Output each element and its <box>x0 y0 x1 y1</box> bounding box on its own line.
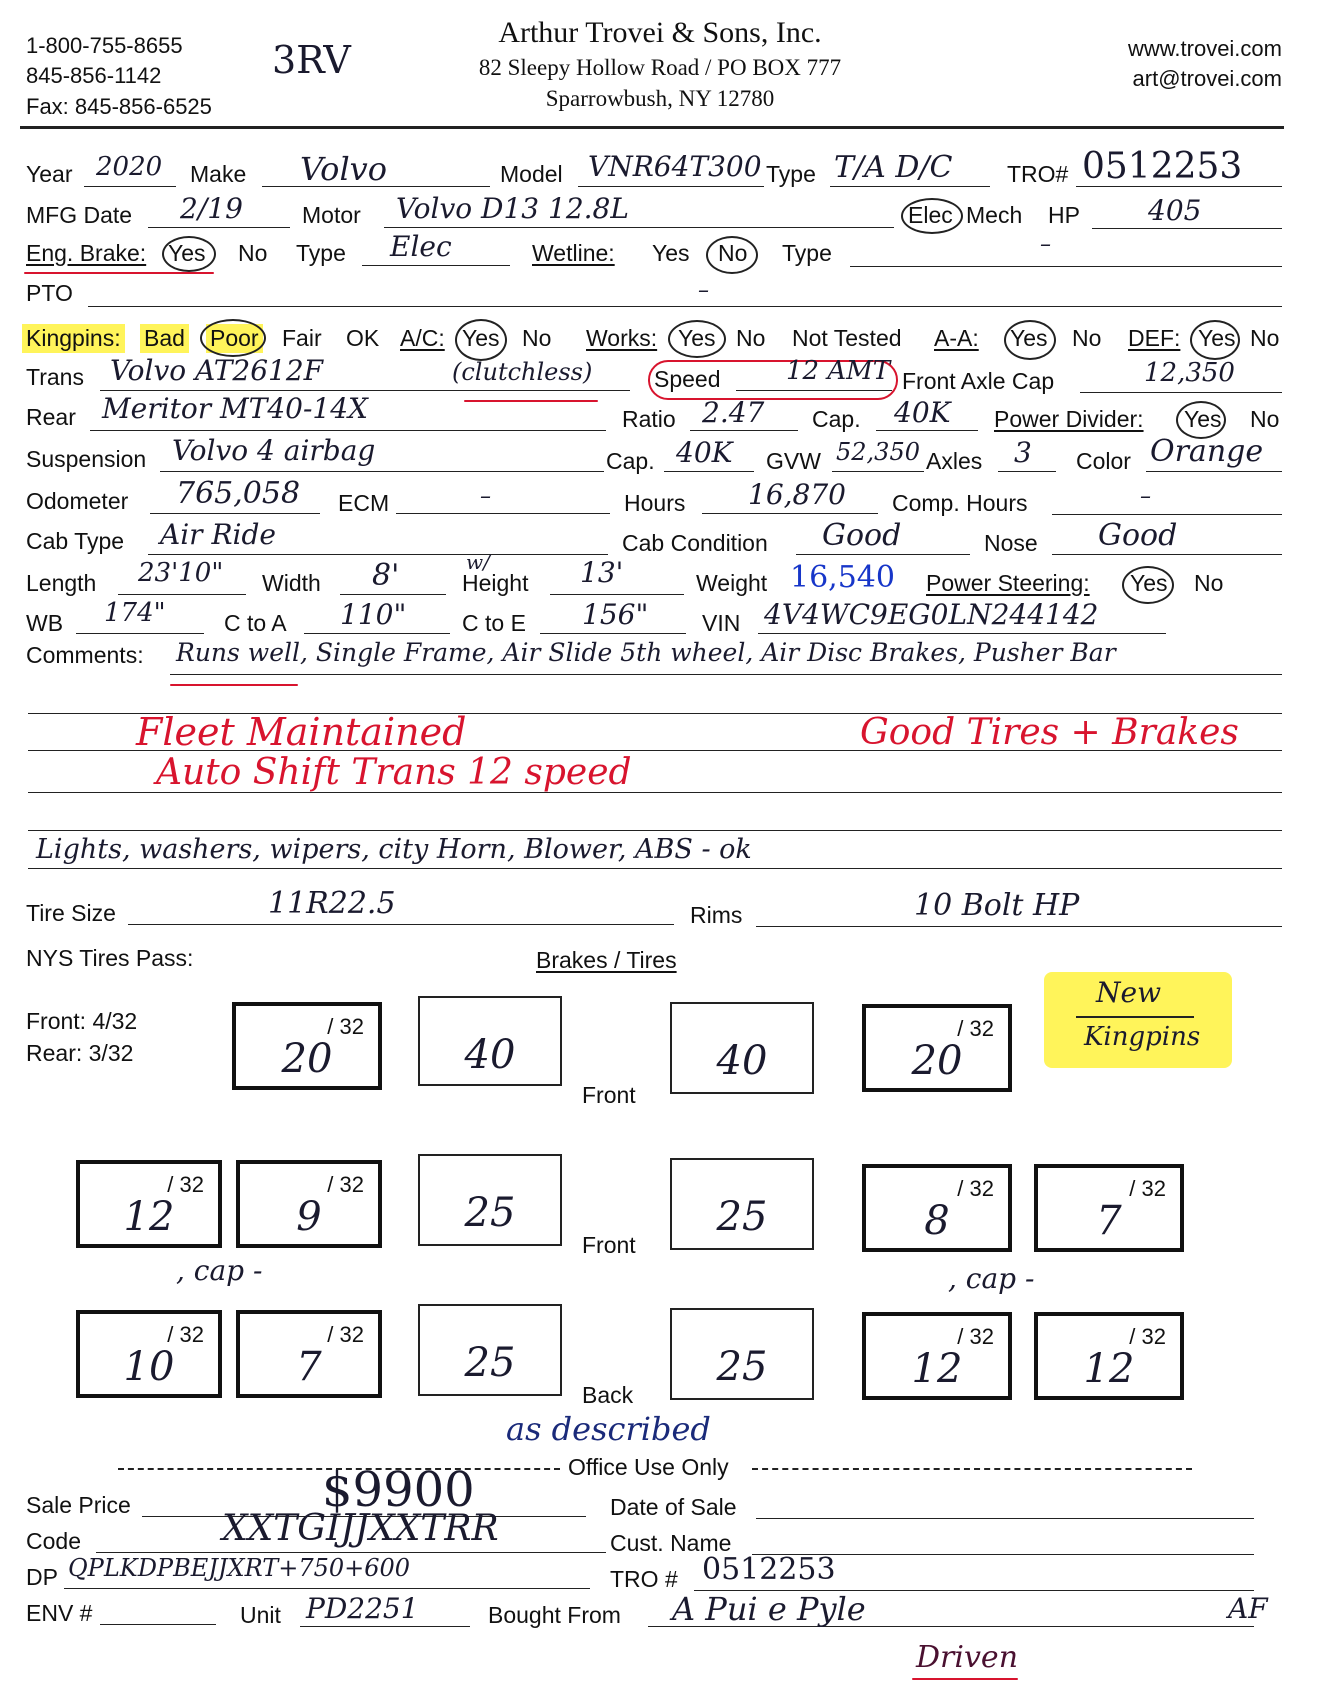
handwritten-note: 3RV <box>272 38 351 82</box>
eng-brake-label: Eng. Brake: <box>26 240 147 266</box>
power-divider-yes: Yes <box>1184 406 1222 432</box>
def-no: No <box>1250 325 1280 351</box>
motor-value: Volvo D13 12.8L <box>396 192 629 225</box>
tire-drive-front-right-outer: / 32 7 <box>1034 1164 1184 1252</box>
suspension-label: Suspension <box>26 446 147 472</box>
ratio-value: 2.47 <box>702 396 765 429</box>
phone-2: 845-856-1142 <box>26 63 162 88</box>
wet-type-value: – <box>1040 232 1051 257</box>
type-label: Type <box>766 161 816 187</box>
c-to-e-value: 156" <box>582 598 649 631</box>
vin-value: 4V4WC9EG0LN244142 <box>764 598 1099 631</box>
rear-label: Rear <box>26 404 76 430</box>
unit-label: Unit <box>240 1602 281 1628</box>
suspension-value: Volvo 4 airbag <box>172 434 376 467</box>
speed-value: 12 AMT <box>786 356 891 386</box>
power-steering-no: No <box>1194 570 1224 596</box>
cap-note-right: , cap - <box>948 1262 1035 1295</box>
ecm-label: ECM <box>338 490 390 516</box>
bought-from-value: A Pui e Pyle <box>672 1590 866 1628</box>
odometer-label: Odometer <box>26 488 129 514</box>
works-yes-circle <box>668 320 726 358</box>
power-steering-yes: Yes <box>1130 570 1168 596</box>
header-divider <box>20 126 1284 129</box>
brake-front-left: 40 <box>418 996 562 1086</box>
kingpins-ok: OK <box>346 325 380 351</box>
front-label-2: Front <box>582 1232 636 1258</box>
code-value: XXTGIJJXXTRR <box>222 1508 499 1549</box>
trans-note: (clutchless) <box>452 358 593 386</box>
brake-front-right: 40 <box>670 1002 814 1094</box>
wet-type-label: Type <box>782 240 832 266</box>
make-value: Volvo <box>300 150 388 188</box>
aa-label: A-A: <box>934 325 979 351</box>
tire-drive-front-left-inner: / 32 9 <box>236 1160 382 1248</box>
hours-value: 16,870 <box>748 478 846 511</box>
year-label: Year <box>26 161 73 187</box>
mech-option: Mech <box>966 202 1023 228</box>
works-not-tested: Not Tested <box>792 325 902 351</box>
nose-value: Good <box>1098 518 1178 553</box>
power-steering-yes-circle <box>1122 566 1174 604</box>
trans-value: Volvo AT2612F <box>110 354 324 387</box>
comment-line-2a: Fleet Maintained <box>136 710 467 754</box>
company-website: www.trovei.com <box>1127 36 1282 61</box>
comment-line-4: Lights, washers, wipers, city Horn, Blower, ABS - ok <box>36 834 752 865</box>
wb-value: 174" <box>104 598 166 628</box>
front-label-1: Front <box>582 1082 636 1108</box>
susp-cap-value: 40K <box>676 436 733 469</box>
kingpins-fair: Fair <box>282 325 322 351</box>
model-value: VNR64T300 <box>588 150 762 183</box>
ac-no: No <box>522 325 552 351</box>
tire-drive-rear-right-outer: / 32 12 <box>1034 1312 1184 1400</box>
length-value: 23'10" <box>138 558 224 588</box>
power-divider-no: No <box>1250 406 1280 432</box>
c-to-a-label: C to A <box>224 610 287 636</box>
tire-drive-rear-left-inner: / 32 7 <box>236 1310 382 1398</box>
back-label: Back <box>582 1382 634 1408</box>
brake-drive-front-left: 25 <box>418 1154 562 1246</box>
env-label: ENV # <box>26 1600 93 1626</box>
cab-type-label: Cab Type <box>26 528 125 554</box>
aa-yes-circle <box>1004 320 1056 360</box>
height-note: w/ <box>466 550 490 574</box>
date-of-sale-label: Date of Sale <box>610 1494 737 1520</box>
rear-cap-label: Cap. <box>812 406 861 432</box>
c-to-e-label: C to E <box>462 610 526 636</box>
vin-label: VIN <box>702 610 741 636</box>
aa-yes: Yes <box>1010 325 1048 351</box>
works-yes: Yes <box>678 325 716 351</box>
aa-no: No <box>1072 325 1102 351</box>
office-use-only-label: Office Use Only <box>568 1454 729 1480</box>
wetline-no-circle <box>706 236 758 274</box>
axles-label: Axles <box>926 448 983 474</box>
wetline-no: No <box>718 240 748 266</box>
color-label: Color <box>1076 448 1131 474</box>
wetline-yes: Yes <box>652 240 690 266</box>
width-label: Width <box>262 570 321 596</box>
comments-label: Comments: <box>26 642 144 668</box>
gvw-value: 52,350 <box>836 438 920 466</box>
ac-yes: Yes <box>462 325 500 351</box>
make-label: Make <box>190 161 247 187</box>
kingpins-label: Kingpins: <box>22 324 125 353</box>
tire-size-label: Tire Size <box>26 900 116 926</box>
def-yes: Yes <box>1198 325 1236 351</box>
brake-drive-rear-right: 25 <box>670 1308 814 1400</box>
bought-from-label: Bought From <box>488 1602 621 1628</box>
kingpins-bad: Bad <box>140 324 189 353</box>
rear-value: Meritor MT40-14X <box>102 392 368 425</box>
initials: AF <box>1228 1592 1268 1625</box>
works-no: No <box>736 325 766 351</box>
nose-label: Nose <box>984 530 1038 556</box>
fax: Fax: 845-856-6525 <box>26 94 212 119</box>
trans-label: Trans <box>26 364 84 390</box>
elec-option: Elec <box>908 202 953 228</box>
tro-2-label: TRO # <box>610 1566 678 1592</box>
power-steering-label: Power Steering: <box>926 570 1090 596</box>
company-name: Arthur Trovei & Sons, Inc. <box>498 16 822 49</box>
tire-drive-front-right-inner: / 32 8 <box>862 1164 1012 1252</box>
cab-condition-value: Good <box>822 518 902 553</box>
wb-label: WB <box>26 610 64 636</box>
rims-value: 10 Bolt HP <box>914 888 1080 923</box>
comment-line-1: Runs well, Single Frame, Air Slide 5th wheel, Air Disc Brakes, Pusher Bar <box>176 638 1116 667</box>
gvw-label: GVW <box>766 448 821 474</box>
ac-yes-circle <box>455 319 507 361</box>
driven-note: Driven <box>916 1640 1019 1675</box>
kingpins-sticky-note <box>1044 972 1232 1068</box>
eng-brake-no: No <box>238 240 268 266</box>
sale-price-value: $9900 <box>322 1462 475 1518</box>
motor-label: Motor <box>302 202 361 228</box>
type-value: T/A D/C <box>834 150 953 185</box>
cust-name-label: Cust. Name <box>610 1530 732 1556</box>
tire-drive-rear-left-outer: / 32 10 <box>76 1310 222 1398</box>
dp-value: QPLKDPBEJJXRT+750+600 <box>68 1554 411 1582</box>
weight-value: 16,540 <box>790 560 895 595</box>
rims-label: Rims <box>690 902 743 928</box>
eng-type-label: Type <box>296 240 346 266</box>
height-label: Height <box>462 570 529 596</box>
kingpins-note-top: New <box>1096 976 1162 1009</box>
nys-tires-pass-label: NYS Tires Pass: <box>26 945 194 971</box>
tire-front-left: / 32 20 <box>232 1002 382 1090</box>
rear-cap-value: 40K <box>894 396 951 429</box>
tro-label: TRO# <box>1007 161 1069 187</box>
cab-condition-label: Cab Condition <box>622 530 768 556</box>
dp-label: DP <box>26 1564 58 1590</box>
tire-front-right: / 32 20 <box>862 1004 1012 1092</box>
company-address-1: 82 Sleepy Hollow Road / PO BOX 777 <box>478 55 842 80</box>
works-label: Works: <box>586 325 658 351</box>
cap-note-left: , cap - <box>176 1254 263 1287</box>
elec-circle <box>901 198 963 234</box>
kingpins-note-bottom: Kingpins <box>1084 1022 1201 1052</box>
comment-line-2b: Good Tires + Brakes <box>860 712 1239 753</box>
brakes-tires-heading: Brakes / Tires <box>536 947 677 973</box>
as-described-note: as described <box>506 1410 711 1448</box>
brake-drive-front-right: 25 <box>670 1158 814 1250</box>
mfg-date-value: 2/19 <box>180 192 243 225</box>
tire-drive-front-left-outer: / 32 12 <box>76 1160 222 1248</box>
phone-1: 1-800-755-8655 <box>26 33 183 58</box>
cab-type-value: Air Ride <box>160 518 276 551</box>
power-divider-label: Power Divider: <box>994 406 1144 432</box>
company-address-2: Sparrowbush, NY 12780 <box>545 86 775 111</box>
unit-value: PD2251 <box>306 1592 419 1625</box>
eng-type-value: Elec <box>390 230 452 263</box>
mfg-date-label: MFG Date <box>26 202 133 228</box>
def-yes-circle <box>1190 320 1240 360</box>
comp-hours-label: Comp. Hours <box>892 490 1028 516</box>
height-value: 13' <box>580 556 624 589</box>
comp-hours-value: – <box>1140 484 1151 509</box>
wetline-label: Wetline: <box>532 240 615 266</box>
width-value: 8' <box>372 558 400 593</box>
hp-value: 405 <box>1148 194 1202 227</box>
front-spec: Front: 4/32 <box>26 1008 138 1034</box>
tro-2-value: 0512253 <box>702 1552 836 1587</box>
eng-brake-yes-circle <box>162 236 216 272</box>
length-label: Length <box>26 570 97 596</box>
axles-value: 3 <box>1014 436 1032 469</box>
kingpins-poor: Poor <box>206 324 263 353</box>
front-axle-cap-label: Front Axle Cap <box>902 368 1055 394</box>
model-label: Model <box>500 161 563 187</box>
pto-value: – <box>698 278 709 303</box>
sale-price-label: Sale Price <box>26 1492 131 1518</box>
ratio-label: Ratio <box>622 406 676 432</box>
eng-brake-yes: Yes <box>168 240 206 266</box>
front-axle-cap-value: 12,350 <box>1144 358 1235 388</box>
tire-drive-rear-right-inner: / 32 12 <box>862 1312 1012 1400</box>
weight-label: Weight <box>696 570 768 596</box>
ac-label: A/C: <box>400 325 445 351</box>
brake-drive-rear-left: 25 <box>418 1304 562 1396</box>
ecm-value: – <box>480 484 491 509</box>
kingpins-poor-circle <box>200 319 266 357</box>
code-label: Code <box>26 1528 81 1554</box>
c-to-a-value: 110" <box>340 598 407 631</box>
def-label: DEF: <box>1128 325 1181 351</box>
color-value: Orange <box>1150 434 1264 469</box>
odometer-value: 765,058 <box>176 476 301 511</box>
tro-value: 0512253 <box>1082 146 1243 187</box>
comment-line-3: Auto Shift Trans 12 speed <box>156 752 632 793</box>
tire-size-value: 11R22.5 <box>268 886 396 921</box>
hp-label: HP <box>1048 202 1080 228</box>
susp-cap-label: Cap. <box>606 448 655 474</box>
rear-spec: Rear: 3/32 <box>26 1040 134 1066</box>
pto-label: PTO <box>26 280 73 306</box>
year-value: 2020 <box>96 152 163 182</box>
hours-label: Hours <box>624 490 686 516</box>
company-email: art@trovei.com <box>1132 66 1282 91</box>
speed-label: Speed <box>654 366 721 392</box>
